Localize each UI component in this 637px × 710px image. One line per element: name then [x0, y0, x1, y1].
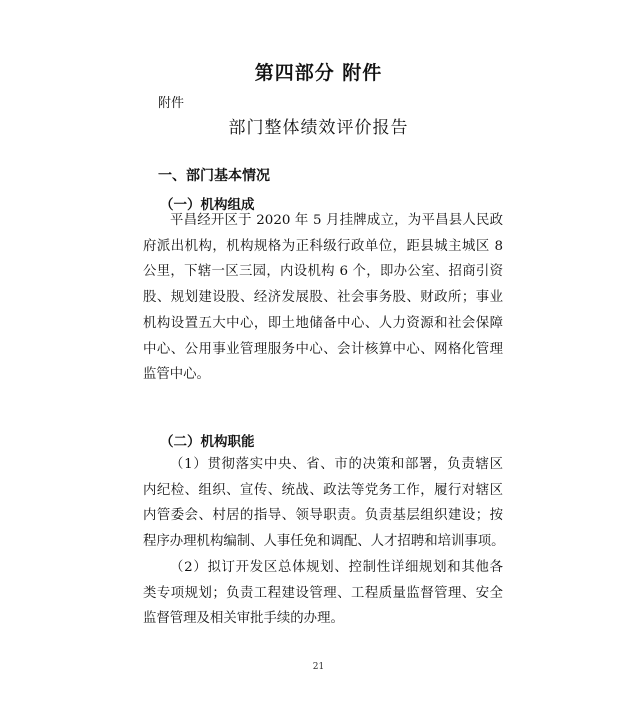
paragraph-line: 内管委会、村居的指导、领导职责。负责基层组织建设；按 — [143, 508, 503, 524]
paragraph-line: 中心、公用事业管理服务中心、会计核算中心、网格化管理 — [143, 341, 503, 357]
part-title: 第四部分 附件 — [254, 62, 383, 84]
paragraph-line: 公里，下辖一区三园，内设机构 6 个，即办公室、招商引资 — [143, 264, 503, 280]
paragraph-line: （2）拟订开发区总体规划、控制性详细规划和其他各 — [170, 560, 503, 575]
paragraph-line: 程序办理机构编制、人事任免和调配、人才招聘和培训事项。 — [143, 534, 505, 550]
paragraph-line: 股、规划建设股、经济发展股、社会事务股、财政所；事业 — [143, 290, 503, 306]
organization-paragraph — [143, 208, 503, 388]
paragraph-line: 监督管理及相关审批手续的办理。 — [143, 611, 344, 627]
paragraph-line: 机构设置五大中心，即土地储备中心、人力资源和社会保障 — [143, 315, 503, 331]
paragraph-line: 类专项规划；负责工程建设管理、工程质量监督管理、安全 — [143, 585, 503, 601]
attachment-label: 附件 — [158, 96, 185, 111]
report-title: 部门整体绩效评价报告 — [228, 118, 409, 138]
functions-paragraph-2 — [143, 555, 503, 632]
subsection-heading-organization: （一）机构组成 — [160, 197, 255, 213]
functions-paragraph-1 — [143, 452, 503, 555]
subsection-heading-functions: （二）机构职能 — [160, 434, 255, 450]
section-heading-basic-info: 一、部门基本情况 — [158, 168, 270, 184]
paragraph-line: 府派出机构，机构规格为正科级行政单位，距县城主城区 8 — [143, 238, 503, 254]
paragraph-line: 内纪检、组织、宣传、统战、政法等党务工作，履行对辖区 — [143, 482, 503, 498]
page-number: 21 — [312, 662, 325, 672]
paragraph-line: 平昌经开区于 2020 年 5 月挂牌成立，为平昌县人民政 — [170, 213, 503, 228]
paragraph-line: （1）贯彻落实中央、省、市的决策和部署，负责辖区 — [170, 457, 503, 472]
paragraph-line: 监管中心。 — [143, 367, 210, 383]
